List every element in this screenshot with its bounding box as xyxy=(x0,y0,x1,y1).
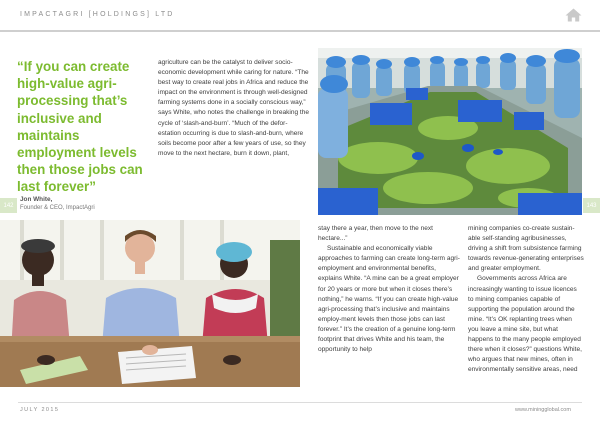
paragraph: stay there a year, then move to the next hectare...” xyxy=(318,225,434,243)
photo-bean-sorting-workers xyxy=(318,48,582,215)
page-number-left: 142 xyxy=(0,198,17,213)
photo-signing-meeting xyxy=(0,220,300,387)
header-divider xyxy=(0,30,600,32)
footer-divider xyxy=(18,402,582,403)
quote-author: Jon White, xyxy=(20,196,53,203)
paragraph: mining companies co-create sustain-able self-standing agribusinesses, driving a shift from subsistence farming towards revenue-generating enterprises and greater employment. xyxy=(468,225,584,273)
article-column-1 xyxy=(158,58,310,159)
page-number-right: 143 xyxy=(583,198,600,213)
publication-header: IMPACTAGRI [HOLDINGS] LTD xyxy=(20,11,175,18)
quote-role: Founder & CEO, ImpactAgri xyxy=(20,205,95,211)
paragraph: agriculture can be the catalyst to deliver socio-economic development while caring for nature. “The best way to create real jobs in Africa and reduce the impact on the environment is through well-designed farming systems done in a socially conscious way,” says White, who notes the challenge in breaking the cycle of ‘slash-and-burn’. “Much of the defor-estation occurring is due to slash-and-burn, where soils become poor after a few years of use, so they move to the next hectare, burn it down, plant, xyxy=(158,59,310,157)
article-column-3 xyxy=(468,224,584,375)
website-link[interactable]: www.miningglobal.com xyxy=(515,407,571,413)
paragraph: Sustainable and economically viable approaches to farming can create long-term agri-employment and environmental benefits, explains White. “A mine can be a great employer for 20 years or more but when it closes there’s nothing,” he warns. “If you can create high-value agri-processing that’s inclusive and maintains employ-ment levels then those jobs can last forever.” It’s the creation of a genuine long-term footprint that drives White and his team, the opportunity to help xyxy=(318,245,460,354)
article-column-2 xyxy=(318,224,460,355)
paragraph: Governments across Africa are increasingly wanting to issue licences to mining companies capable of supporting the population around the mine. “It’s OK replanting trees when you leave a mine site, but what happens to the many people employed there when it closes?” questions White, who argues that new mines, often in environmentally sensitive areas, need xyxy=(468,275,582,374)
issue-date: JULY 2015 xyxy=(20,407,60,413)
home-icon[interactable] xyxy=(565,8,582,22)
pull-quote: “If you can create high-value agri-processing that’s inclusive and maintains employment levels then those jobs can last forever” xyxy=(17,59,143,195)
